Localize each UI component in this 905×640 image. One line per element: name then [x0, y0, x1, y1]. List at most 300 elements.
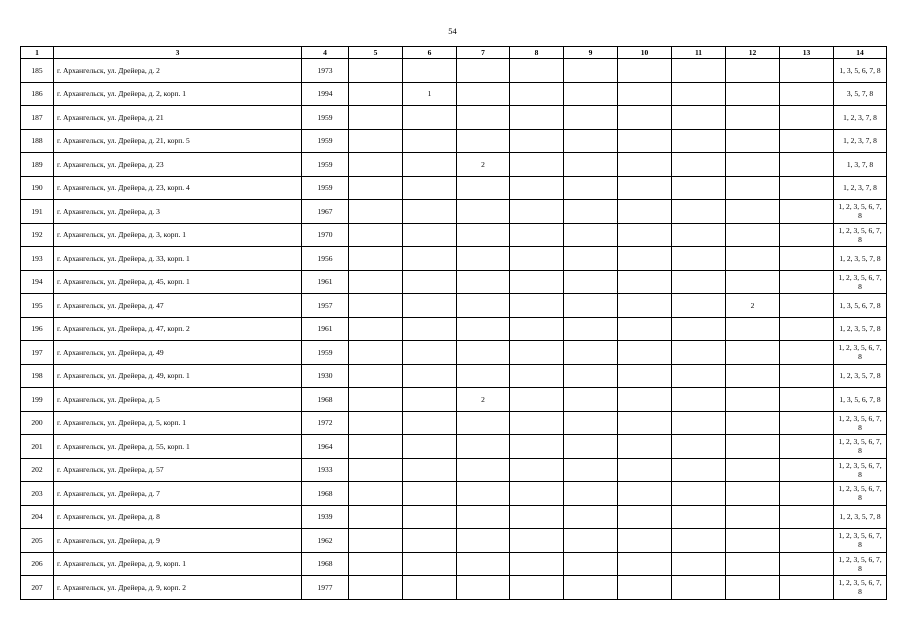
year-cell: 1970 [302, 223, 349, 247]
table-row [21, 317, 887, 341]
value-cell-col-11 [672, 82, 726, 106]
row-number-cell: 189 [21, 153, 54, 177]
address-cell: г. Архангельск, ул. Дрейера, д. 9, корп. 1 [54, 552, 302, 576]
value-cell-col-6 [403, 341, 457, 365]
year-cell: 1957 [302, 294, 349, 318]
value-cell-col-7 [457, 129, 510, 153]
value-cell-col-12 [726, 223, 780, 247]
table-row [21, 576, 887, 600]
value-cell-col-6 [403, 153, 457, 177]
value-cell-col-13 [780, 129, 834, 153]
value-cell-col-5 [349, 411, 403, 435]
column-header: 7 [457, 47, 510, 59]
column-header: 6 [403, 47, 457, 59]
value-cell-col-5 [349, 505, 403, 529]
value-cell-col-9 [564, 529, 618, 553]
work-types-cell: 1, 2, 3, 5, 7, 8 [834, 505, 887, 529]
year-cell: 1994 [302, 82, 349, 106]
value-cell-col-11 [672, 458, 726, 482]
value-cell-col-7 [457, 576, 510, 600]
value-cell-col-8 [510, 270, 564, 294]
value-cell-col-5 [349, 294, 403, 318]
value-cell-col-12 [726, 176, 780, 200]
column-header: 1 [21, 47, 54, 59]
table-body [21, 59, 887, 600]
value-cell-col-5 [349, 106, 403, 130]
value-cell-col-7: 2 [457, 153, 510, 177]
value-cell-col-12 [726, 505, 780, 529]
value-cell-col-11 [672, 411, 726, 435]
value-cell-col-12 [726, 247, 780, 271]
value-cell-col-10 [618, 411, 672, 435]
value-cell-col-13 [780, 106, 834, 130]
value-cell-col-13 [780, 388, 834, 412]
value-cell-col-9 [564, 176, 618, 200]
value-cell-col-10 [618, 106, 672, 130]
work-types-cell: 1, 2, 3, 5, 7, 8 [834, 317, 887, 341]
address-cell: г. Архангельск, ул. Дрейера, д. 7 [54, 482, 302, 506]
value-cell-col-11 [672, 153, 726, 177]
column-header: 11 [672, 47, 726, 59]
value-cell-col-13 [780, 247, 834, 271]
work-types-cell: 1, 2, 3, 5, 6, 7, 8 [834, 223, 887, 247]
year-cell: 1968 [302, 388, 349, 412]
year-cell: 1972 [302, 411, 349, 435]
value-cell-col-5 [349, 129, 403, 153]
value-cell-col-11 [672, 435, 726, 459]
value-cell-col-8 [510, 529, 564, 553]
value-cell-col-7 [457, 411, 510, 435]
value-cell-col-10 [618, 82, 672, 106]
value-cell-col-10 [618, 247, 672, 271]
address-cell: г. Архангельск, ул. Дрейера, д. 23 [54, 153, 302, 177]
value-cell-col-6 [403, 458, 457, 482]
value-cell-col-11 [672, 176, 726, 200]
value-cell-col-9 [564, 200, 618, 224]
value-cell-col-7 [457, 317, 510, 341]
value-cell-col-10 [618, 223, 672, 247]
value-cell-col-7 [457, 270, 510, 294]
page-number: 54 [448, 26, 457, 36]
value-cell-col-12 [726, 200, 780, 224]
address-cell: г. Архангельск, ул. Дрейера, д. 5, корп. 1 [54, 411, 302, 435]
table-row [21, 435, 887, 459]
value-cell-col-13 [780, 505, 834, 529]
value-cell-col-11 [672, 552, 726, 576]
value-cell-col-8 [510, 294, 564, 318]
value-cell-col-5 [349, 153, 403, 177]
value-cell-col-11 [672, 505, 726, 529]
row-number-cell: 190 [21, 176, 54, 200]
table-row [21, 223, 887, 247]
value-cell-col-12 [726, 482, 780, 506]
work-types-cell: 1, 2, 3, 5, 6, 7, 8 [834, 529, 887, 553]
table-row [21, 529, 887, 553]
value-cell-col-12 [726, 435, 780, 459]
value-cell-col-7 [457, 200, 510, 224]
value-cell-col-8 [510, 482, 564, 506]
value-cell-col-7 [457, 529, 510, 553]
value-cell-col-13 [780, 552, 834, 576]
year-cell: 1968 [302, 482, 349, 506]
value-cell-col-13 [780, 223, 834, 247]
value-cell-col-6 [403, 529, 457, 553]
value-cell-col-8 [510, 82, 564, 106]
address-cell: г. Архангельск, ул. Дрейера, д. 49 [54, 341, 302, 365]
table-row [21, 294, 887, 318]
value-cell-col-6 [403, 59, 457, 83]
value-cell-col-5 [349, 176, 403, 200]
value-cell-col-8 [510, 388, 564, 412]
value-cell-col-8 [510, 247, 564, 271]
work-types-cell: 1, 2, 3, 5, 6, 7, 8 [834, 482, 887, 506]
work-types-cell: 3, 5, 7, 8 [834, 82, 887, 106]
year-cell: 1930 [302, 364, 349, 388]
table-row [21, 411, 887, 435]
year-cell: 1959 [302, 341, 349, 365]
value-cell-col-13 [780, 364, 834, 388]
address-cell: г. Архангельск, ул. Дрейера, д. 9 [54, 529, 302, 553]
column-header: 13 [780, 47, 834, 59]
work-types-cell: 1, 2, 3, 5, 7, 8 [834, 247, 887, 271]
value-cell-col-7 [457, 176, 510, 200]
value-cell-col-9 [564, 505, 618, 529]
address-cell: г. Архангельск, ул. Дрейера, д. 21, корп. 5 [54, 129, 302, 153]
row-number-cell: 187 [21, 106, 54, 130]
value-cell-col-7 [457, 552, 510, 576]
value-cell-col-9 [564, 317, 618, 341]
year-cell: 1962 [302, 529, 349, 553]
value-cell-col-7 [457, 247, 510, 271]
value-cell-col-9 [564, 411, 618, 435]
table-row [21, 388, 887, 412]
row-number-cell: 198 [21, 364, 54, 388]
value-cell-col-11 [672, 200, 726, 224]
value-cell-col-7 [457, 482, 510, 506]
value-cell-col-7 [457, 458, 510, 482]
value-cell-col-6 [403, 106, 457, 130]
value-cell-col-12 [726, 270, 780, 294]
column-header: 12 [726, 47, 780, 59]
value-cell-col-12 [726, 529, 780, 553]
value-cell-col-9 [564, 364, 618, 388]
value-cell-col-5 [349, 200, 403, 224]
value-cell-col-9 [564, 552, 618, 576]
value-cell-col-13 [780, 176, 834, 200]
value-cell-col-5 [349, 247, 403, 271]
value-cell-col-10 [618, 153, 672, 177]
row-number-cell: 207 [21, 576, 54, 600]
row-number-cell: 200 [21, 411, 54, 435]
value-cell-col-10 [618, 129, 672, 153]
value-cell-col-11 [672, 482, 726, 506]
value-cell-col-6 [403, 176, 457, 200]
year-cell: 1961 [302, 270, 349, 294]
value-cell-col-9 [564, 59, 618, 83]
value-cell-col-9 [564, 153, 618, 177]
value-cell-col-11 [672, 106, 726, 130]
row-number-cell: 191 [21, 200, 54, 224]
row-number-cell: 193 [21, 247, 54, 271]
value-cell-col-10 [618, 294, 672, 318]
row-number-cell: 192 [21, 223, 54, 247]
row-number-cell: 201 [21, 435, 54, 459]
value-cell-col-5 [349, 341, 403, 365]
value-cell-col-12 [726, 576, 780, 600]
value-cell-col-10 [618, 388, 672, 412]
row-number-cell: 194 [21, 270, 54, 294]
value-cell-col-13 [780, 317, 834, 341]
value-cell-col-10 [618, 176, 672, 200]
value-cell-col-7 [457, 223, 510, 247]
value-cell-col-9 [564, 106, 618, 130]
value-cell-col-5 [349, 552, 403, 576]
value-cell-col-10 [618, 435, 672, 459]
value-cell-col-10 [618, 576, 672, 600]
value-cell-col-13 [780, 411, 834, 435]
value-cell-col-7 [457, 364, 510, 388]
work-types-cell: 1, 2, 3, 7, 8 [834, 129, 887, 153]
work-types-cell: 1, 2, 3, 5, 6, 7, 8 [834, 200, 887, 224]
value-cell-col-6 [403, 576, 457, 600]
value-cell-col-13 [780, 576, 834, 600]
value-cell-col-8 [510, 176, 564, 200]
value-cell-col-13 [780, 82, 834, 106]
value-cell-col-12 [726, 106, 780, 130]
row-number-cell: 199 [21, 388, 54, 412]
value-cell-col-5 [349, 270, 403, 294]
work-types-cell: 1, 2, 3, 5, 6, 7, 8 [834, 576, 887, 600]
table-row [21, 82, 887, 106]
row-number-cell: 195 [21, 294, 54, 318]
address-cell: г. Архангельск, ул. Дрейера, д. 45, корп. 1 [54, 270, 302, 294]
row-number-cell: 202 [21, 458, 54, 482]
work-types-cell: 1, 3, 5, 6, 7, 8 [834, 294, 887, 318]
value-cell-col-8 [510, 223, 564, 247]
row-number-cell: 186 [21, 82, 54, 106]
value-cell-col-5 [349, 364, 403, 388]
address-cell: г. Архангельск, ул. Дрейера, д. 21 [54, 106, 302, 130]
column-header: 9 [564, 47, 618, 59]
value-cell-col-12 [726, 129, 780, 153]
value-cell-col-13 [780, 200, 834, 224]
column-header: 8 [510, 47, 564, 59]
work-types-cell: 1, 2, 3, 7, 8 [834, 176, 887, 200]
address-cell: г. Архангельск, ул. Дрейера, д. 5 [54, 388, 302, 412]
year-cell: 1956 [302, 247, 349, 271]
value-cell-col-10 [618, 482, 672, 506]
value-cell-col-7 [457, 505, 510, 529]
work-types-cell: 1, 2, 3, 5, 6, 7, 8 [834, 341, 887, 365]
year-cell: 1959 [302, 106, 349, 130]
value-cell-col-11 [672, 247, 726, 271]
table-row [21, 59, 887, 83]
table-row [21, 129, 887, 153]
value-cell-col-5 [349, 576, 403, 600]
value-cell-col-6 [403, 223, 457, 247]
value-cell-col-7 [457, 106, 510, 130]
row-number-cell: 203 [21, 482, 54, 506]
work-types-cell: 1, 2, 3, 5, 7, 8 [834, 364, 887, 388]
table-row [21, 247, 887, 271]
value-cell-col-11 [672, 317, 726, 341]
value-cell-col-11 [672, 294, 726, 318]
value-cell-col-12 [726, 59, 780, 83]
value-cell-col-13 [780, 59, 834, 83]
value-cell-col-9 [564, 388, 618, 412]
value-cell-col-11 [672, 529, 726, 553]
value-cell-col-13 [780, 341, 834, 365]
work-types-cell: 1, 2, 3, 5, 6, 7, 8 [834, 270, 887, 294]
year-cell: 1977 [302, 576, 349, 600]
table-row [21, 106, 887, 130]
table-header-row [21, 47, 887, 59]
work-types-cell: 1, 2, 3, 5, 6, 7, 8 [834, 411, 887, 435]
value-cell-col-10 [618, 200, 672, 224]
year-cell: 1964 [302, 435, 349, 459]
year-cell: 1968 [302, 552, 349, 576]
table-row [21, 364, 887, 388]
address-cell: г. Архангельск, ул. Дрейера, д. 3 [54, 200, 302, 224]
value-cell-col-9 [564, 247, 618, 271]
value-cell-col-6 [403, 317, 457, 341]
table-row [21, 270, 887, 294]
work-types-cell: 1, 2, 3, 5, 6, 7, 8 [834, 552, 887, 576]
year-cell: 1967 [302, 200, 349, 224]
value-cell-col-8 [510, 129, 564, 153]
value-cell-col-6 [403, 482, 457, 506]
row-number-cell: 197 [21, 341, 54, 365]
value-cell-col-7 [457, 435, 510, 459]
value-cell-col-7: 2 [457, 388, 510, 412]
value-cell-col-12 [726, 364, 780, 388]
value-cell-col-8 [510, 576, 564, 600]
value-cell-col-5 [349, 59, 403, 83]
value-cell-col-12 [726, 153, 780, 177]
value-cell-col-10 [618, 552, 672, 576]
value-cell-col-9 [564, 482, 618, 506]
value-cell-col-12 [726, 552, 780, 576]
column-header: 4 [302, 47, 349, 59]
value-cell-col-9 [564, 82, 618, 106]
address-cell: г. Архангельск, ул. Дрейера, д. 8 [54, 505, 302, 529]
work-types-cell: 1, 3, 5, 6, 7, 8 [834, 388, 887, 412]
row-number-cell: 196 [21, 317, 54, 341]
value-cell-col-10 [618, 341, 672, 365]
value-cell-col-9 [564, 223, 618, 247]
work-types-cell: 1, 2, 3, 7, 8 [834, 106, 887, 130]
value-cell-col-8 [510, 59, 564, 83]
value-cell-col-6 [403, 552, 457, 576]
value-cell-col-8 [510, 458, 564, 482]
address-cell: г. Архангельск, ул. Дрейера, д. 2 [54, 59, 302, 83]
year-cell: 1973 [302, 59, 349, 83]
row-number-cell: 185 [21, 59, 54, 83]
value-cell-col-11 [672, 59, 726, 83]
value-cell-col-5 [349, 223, 403, 247]
value-cell-col-10 [618, 270, 672, 294]
value-cell-col-11 [672, 270, 726, 294]
value-cell-col-12 [726, 341, 780, 365]
value-cell-col-10 [618, 317, 672, 341]
work-types-cell: 1, 3, 5, 6, 7, 8 [834, 59, 887, 83]
value-cell-col-12 [726, 317, 780, 341]
value-cell-col-7 [457, 294, 510, 318]
value-cell-col-10 [618, 458, 672, 482]
row-number-cell: 205 [21, 529, 54, 553]
row-number-cell: 206 [21, 552, 54, 576]
value-cell-col-11 [672, 129, 726, 153]
table-row [21, 341, 887, 365]
work-types-cell: 1, 3, 7, 8 [834, 153, 887, 177]
value-cell-col-6 [403, 505, 457, 529]
value-cell-col-12 [726, 82, 780, 106]
table-row [21, 552, 887, 576]
value-cell-col-5 [349, 317, 403, 341]
value-cell-col-5 [349, 482, 403, 506]
address-cell: г. Архангельск, ул. Дрейера, д. 47 [54, 294, 302, 318]
year-cell: 1959 [302, 129, 349, 153]
value-cell-col-8 [510, 552, 564, 576]
value-cell-col-7 [457, 341, 510, 365]
row-number-cell: 188 [21, 129, 54, 153]
table-row [21, 176, 887, 200]
value-cell-col-11 [672, 364, 726, 388]
value-cell-col-9 [564, 129, 618, 153]
value-cell-col-6 [403, 388, 457, 412]
value-cell-col-7 [457, 82, 510, 106]
address-cell: г. Архангельск, ул. Дрейера, д. 55, корп. 1 [54, 435, 302, 459]
value-cell-col-6 [403, 411, 457, 435]
value-cell-col-8 [510, 200, 564, 224]
value-cell-col-9 [564, 435, 618, 459]
address-cell: г. Архангельск, ул. Дрейера, д. 49, корп. 1 [54, 364, 302, 388]
value-cell-col-9 [564, 576, 618, 600]
value-cell-col-11 [672, 576, 726, 600]
address-cell: г. Архангельск, ул. Дрейера, д. 2, корп. 1 [54, 82, 302, 106]
work-types-cell: 1, 2, 3, 5, 6, 7, 8 [834, 435, 887, 459]
value-cell-col-9 [564, 270, 618, 294]
value-cell-col-5 [349, 529, 403, 553]
housing-register-table [20, 46, 887, 600]
value-cell-col-8 [510, 411, 564, 435]
value-cell-col-12 [726, 411, 780, 435]
table-row [21, 200, 887, 224]
address-cell: г. Архангельск, ул. Дрейера, д. 33, корп. 1 [54, 247, 302, 271]
value-cell-col-8 [510, 153, 564, 177]
work-types-cell: 1, 2, 3, 5, 6, 7, 8 [834, 458, 887, 482]
value-cell-col-11 [672, 223, 726, 247]
year-cell: 1959 [302, 176, 349, 200]
year-cell: 1959 [302, 153, 349, 177]
value-cell-col-7 [457, 59, 510, 83]
value-cell-col-8 [510, 364, 564, 388]
address-cell: г. Архангельск, ул. Дрейера, д. 23, корп. 4 [54, 176, 302, 200]
value-cell-col-9 [564, 458, 618, 482]
column-header: 5 [349, 47, 403, 59]
address-cell: г. Архангельск, ул. Дрейера, д. 47, корп. 2 [54, 317, 302, 341]
value-cell-col-13 [780, 294, 834, 318]
value-cell-col-13 [780, 153, 834, 177]
address-cell: г. Архангельск, ул. Дрейера, д. 57 [54, 458, 302, 482]
value-cell-col-10 [618, 505, 672, 529]
value-cell-col-12 [726, 458, 780, 482]
value-cell-col-13 [780, 529, 834, 553]
value-cell-col-9 [564, 294, 618, 318]
column-header: 3 [54, 47, 302, 59]
value-cell-col-5 [349, 435, 403, 459]
table-row [21, 482, 887, 506]
